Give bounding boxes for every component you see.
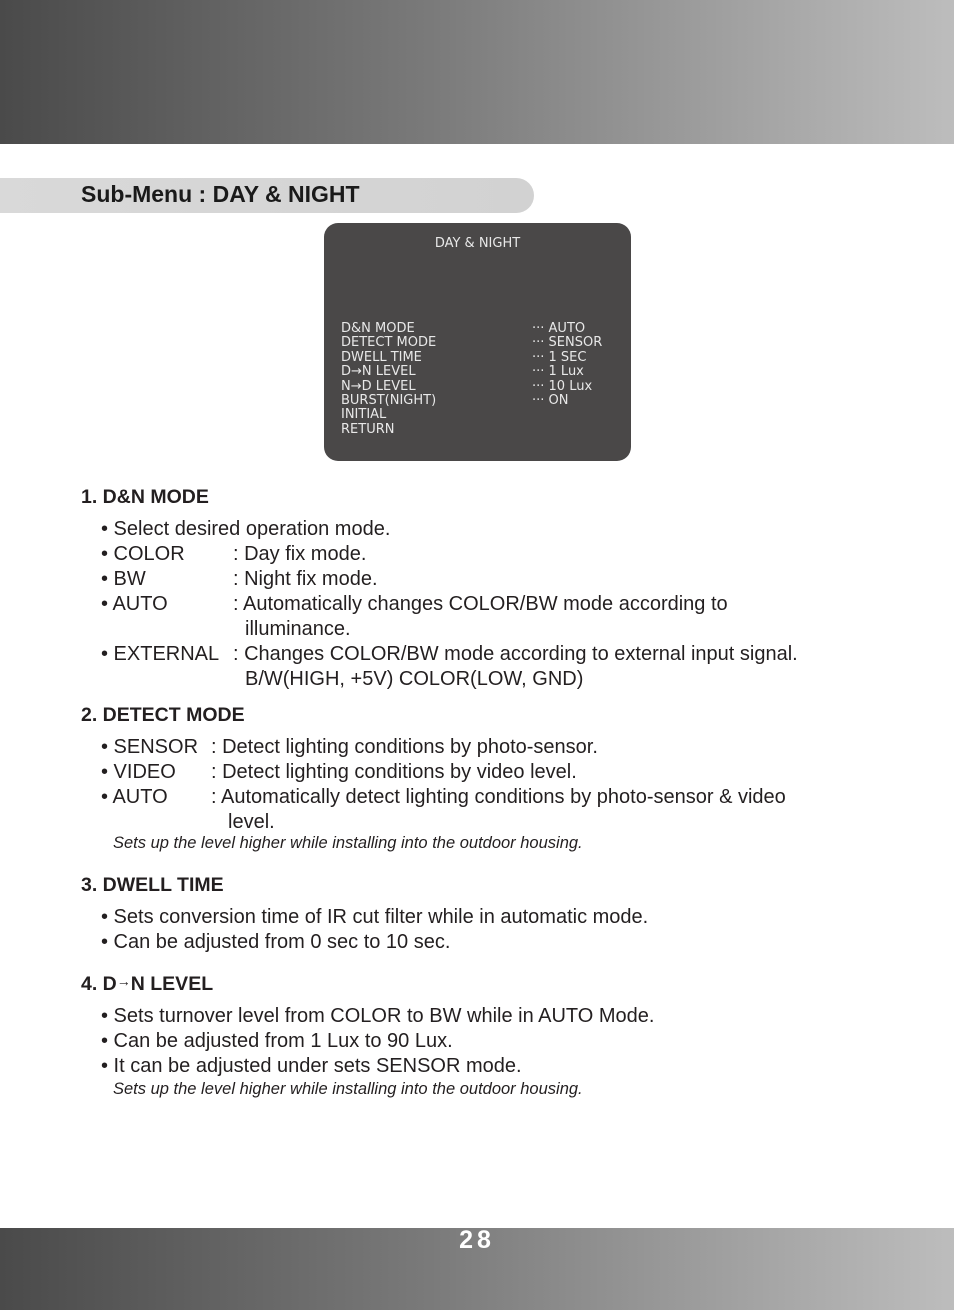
detect-mode-item-term: • SENSOR [101,736,199,758]
osd-value: ··· SENSOR [532,335,603,351]
top-header-band [0,0,954,144]
dn-level-line: • It can be adjusted under sets SENSOR mode. [101,1055,522,1077]
osd-value: ··· AUTO [532,321,586,336]
dn-mode-item-continuation: illuminance. [245,618,351,640]
dn-mode-item-term: • EXTERNAL [101,643,220,665]
osd-value: ··· 1 Lux [532,364,584,380]
osd-label: DWELL TIME [341,349,422,365]
osd-value: ··· 1 SEC [532,349,587,365]
dn-level-line: • Can be adjusted from 1 Lux to 90 Lux. [101,1030,453,1052]
osd-labels [341,322,436,437]
detect-mode-item-desc: : Detect lighting conditions by photo-sensor. [211,736,598,758]
page-title: Sub-Menu : DAY & NIGHT [81,181,360,207]
detect-mode-item-continuation: level. [228,811,275,833]
dwell-time-line: • Sets conversion time of IR cut filter while in automatic mode. [101,906,649,928]
osd-label: DETECT MODE [341,335,437,351]
right-arrow-icon: → [116,973,131,989]
dn-mode-item-term: • AUTO [101,593,168,615]
osd-label: RETURN [341,421,395,437]
osd-label: INITIAL [341,407,387,423]
osd-title: DAY & NIGHT [434,236,521,251]
osd-values [532,322,602,408]
section-heading-dn-level [81,973,213,996]
dwell-time-line: • Can be adjusted from 0 sec to 10 sec. [101,931,451,953]
dn-mode-item-continuation: B/W(HIGH, +5V) COLOR(LOW, GND) [245,668,584,690]
dn-level-heading-prefix: 4. D [81,973,117,995]
dn-level-line: • Sets turnover level from COLOR to BW while in AUTO Mode. [101,1005,655,1027]
dn-level-heading-suffix: N LEVEL [130,973,214,995]
page-number: 28 [459,1226,495,1254]
osd-label: N→D LEVEL [341,378,416,394]
detect-mode-item-term: • VIDEO [101,761,176,783]
dn-mode-intro: • Select desired operation mode. [101,518,391,540]
section-heading-detect-mode: 2. DETECT MODE [81,704,245,726]
detect-mode-note: Sets up the level higher while installing into the outdoor housing. [113,834,583,852]
dn-mode-item-desc: : Automatically changes COLOR/BW mode according to [233,593,728,615]
osd-value: ··· ON [532,393,569,409]
osd-menu-screen [324,223,631,461]
osd-label: D→N LEVEL [341,364,416,380]
dn-mode-item-term: • COLOR [101,543,185,565]
detect-mode-item-desc: : Detect lighting conditions by video level. [211,761,577,783]
osd-label: D&N MODE [341,321,415,336]
dn-mode-item-desc: : Night fix mode. [233,568,378,590]
dn-mode-item-desc: : Changes COLOR/BW mode according to external input signal. [233,643,798,665]
dn-level-note: Sets up the level higher while installing into the outdoor housing. [113,1080,583,1098]
osd-label: BURST(NIGHT) [341,393,437,409]
detect-mode-item-desc: : Automatically detect lighting conditions by photo-sensor & video [211,786,786,808]
osd-value: ··· 10 Lux [532,378,593,394]
dn-mode-item-desc: : Day fix mode. [233,543,367,565]
dn-mode-item-term: • BW [101,568,146,590]
section-heading-dn-mode: 1. D&N MODE [81,486,209,508]
section-heading-dwell-time: 3. DWELL TIME [81,874,224,896]
detect-mode-item-term: • AUTO [101,786,168,808]
